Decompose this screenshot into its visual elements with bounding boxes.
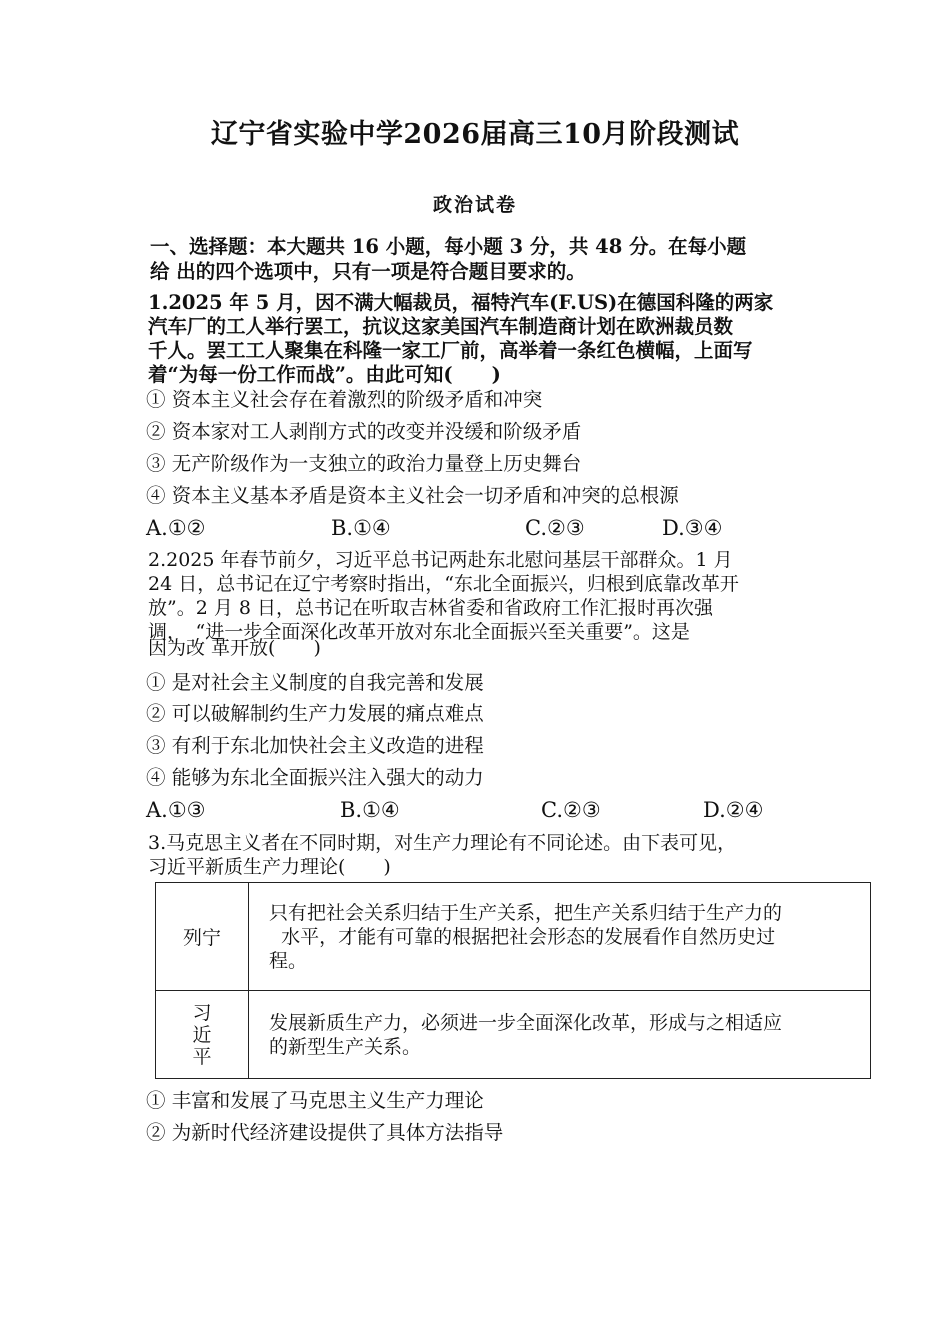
q2-choice-b: B.①④ bbox=[340, 798, 400, 822]
q1-choice-a: A.①② bbox=[146, 516, 206, 540]
author-vertical-text: 习近平 bbox=[192, 1001, 212, 1068]
section-instruction-line-2: 给 出的四个选项中，只有一项是符合题目要求的。 bbox=[150, 260, 586, 283]
quote-line: 只有把社会关系归结于生产关系，把生产关系归结于生产力的 bbox=[269, 901, 783, 924]
page-title: 辽宁省实验中学2026届高三10月阶段测试 bbox=[210, 119, 740, 150]
page-subtitle: 政治试卷 bbox=[432, 194, 517, 216]
q2-stem-line: 放”。2 月 8 日，总书记在听取吉林省委和省政府工作汇报时再次强 bbox=[148, 597, 714, 619]
q1-option: ② 资本家对工人剥削方式的改变并没缓和阶级矛盾 bbox=[146, 420, 582, 443]
quote-line: 程。 bbox=[269, 949, 308, 972]
q1-option: ① 资本主义社会存在着激烈的阶级矛盾和冲突 bbox=[146, 388, 543, 411]
table-row bbox=[156, 991, 871, 1079]
table-cell-quote bbox=[249, 883, 871, 991]
q2-stem-line: 24 日，总书记在辽宁考察时指出，“东北全面振兴，归根到底靠改革开 bbox=[148, 573, 739, 595]
quote-line: 的新型生产关系。 bbox=[269, 1036, 422, 1058]
q1-stem-line: 着“为每一份工作而战”。由此可知( ) bbox=[148, 363, 501, 386]
q1-option: ③ 无产阶级作为一支独立的政治力量登上历史舞台 bbox=[146, 452, 582, 475]
q3-quote-table bbox=[155, 882, 871, 1079]
q1-choice-c: C.②③ bbox=[525, 516, 585, 540]
q2-option: ④ 能够为东北全面振兴注入强大的动力 bbox=[146, 766, 484, 789]
q2-stem-line: 调， “进一步全面深化改革开放对东北全面振兴至关重要”。这是 bbox=[148, 621, 690, 643]
table-cell-author bbox=[156, 991, 249, 1079]
quote-line: 发展新质生产力，必须进一步全面深化改革，形成与之相适应 bbox=[269, 1012, 783, 1034]
q1-stem-line: 千人。罢工工人聚集在科隆一家工厂前，高举着一条红色横幅，上面写 bbox=[148, 339, 753, 362]
q1-option: ④ 资本主义基本矛盾是资本主义社会一切矛盾和冲突的总根源 bbox=[146, 484, 679, 507]
q2-stem-line: 因为改 革开放( ) bbox=[148, 637, 321, 659]
q3-option: ① 丰富和发展了马克思主义生产力理论 bbox=[146, 1089, 484, 1112]
table-row bbox=[156, 883, 871, 991]
q1-choice-d: D.③④ bbox=[662, 516, 723, 540]
q2-option: ② 可以破解制约生产力发展的痛点难点 bbox=[146, 702, 484, 725]
table-cell-quote bbox=[249, 991, 871, 1079]
q2-choice-d: D.②④ bbox=[703, 798, 764, 822]
q3-stem-line: 习近平新质生产力理论( ) bbox=[148, 856, 391, 878]
q1-stem-line: 1.2025 年 5 月，因不满大幅裁员，福特汽车(F.US)在德国科隆的两家 bbox=[148, 291, 774, 314]
q1-stem-line: 汽车厂的工人举行罢工，抗议这家美国汽车制造商计划在欧洲裁员数 bbox=[148, 315, 734, 338]
q2-option: ③ 有利于东北加快社会主义改造的进程 bbox=[146, 734, 484, 757]
quote-line: 水平，才能有可靠的根据把社会形态的发展看作自然历史过 bbox=[269, 925, 776, 948]
q2-stem-line: 2.2025 年春节前夕，习近平总书记两赴东北慰问基层干部群众。1 月 bbox=[148, 549, 733, 571]
q2-option: ① 是对社会主义制度的自我完善和发展 bbox=[146, 671, 484, 694]
table-cell-author: 列宁 bbox=[156, 883, 249, 991]
q3-stem-line: 3.马克思主义者在不同时期，对生产力理论有不同论述。由下表可见， bbox=[148, 832, 737, 854]
q3-option: ② 为新时代经济建设提供了具体方法指导 bbox=[146, 1121, 504, 1144]
q2-choice-c: C.②③ bbox=[541, 798, 601, 822]
q2-choice-a: A.①③ bbox=[146, 798, 206, 822]
q1-choice-b: B.①④ bbox=[331, 516, 391, 540]
section-instruction-line-1: 一、选择题：本大题共 16 小题，每小题 3 分，共 48 分。在每小题 bbox=[150, 235, 747, 258]
